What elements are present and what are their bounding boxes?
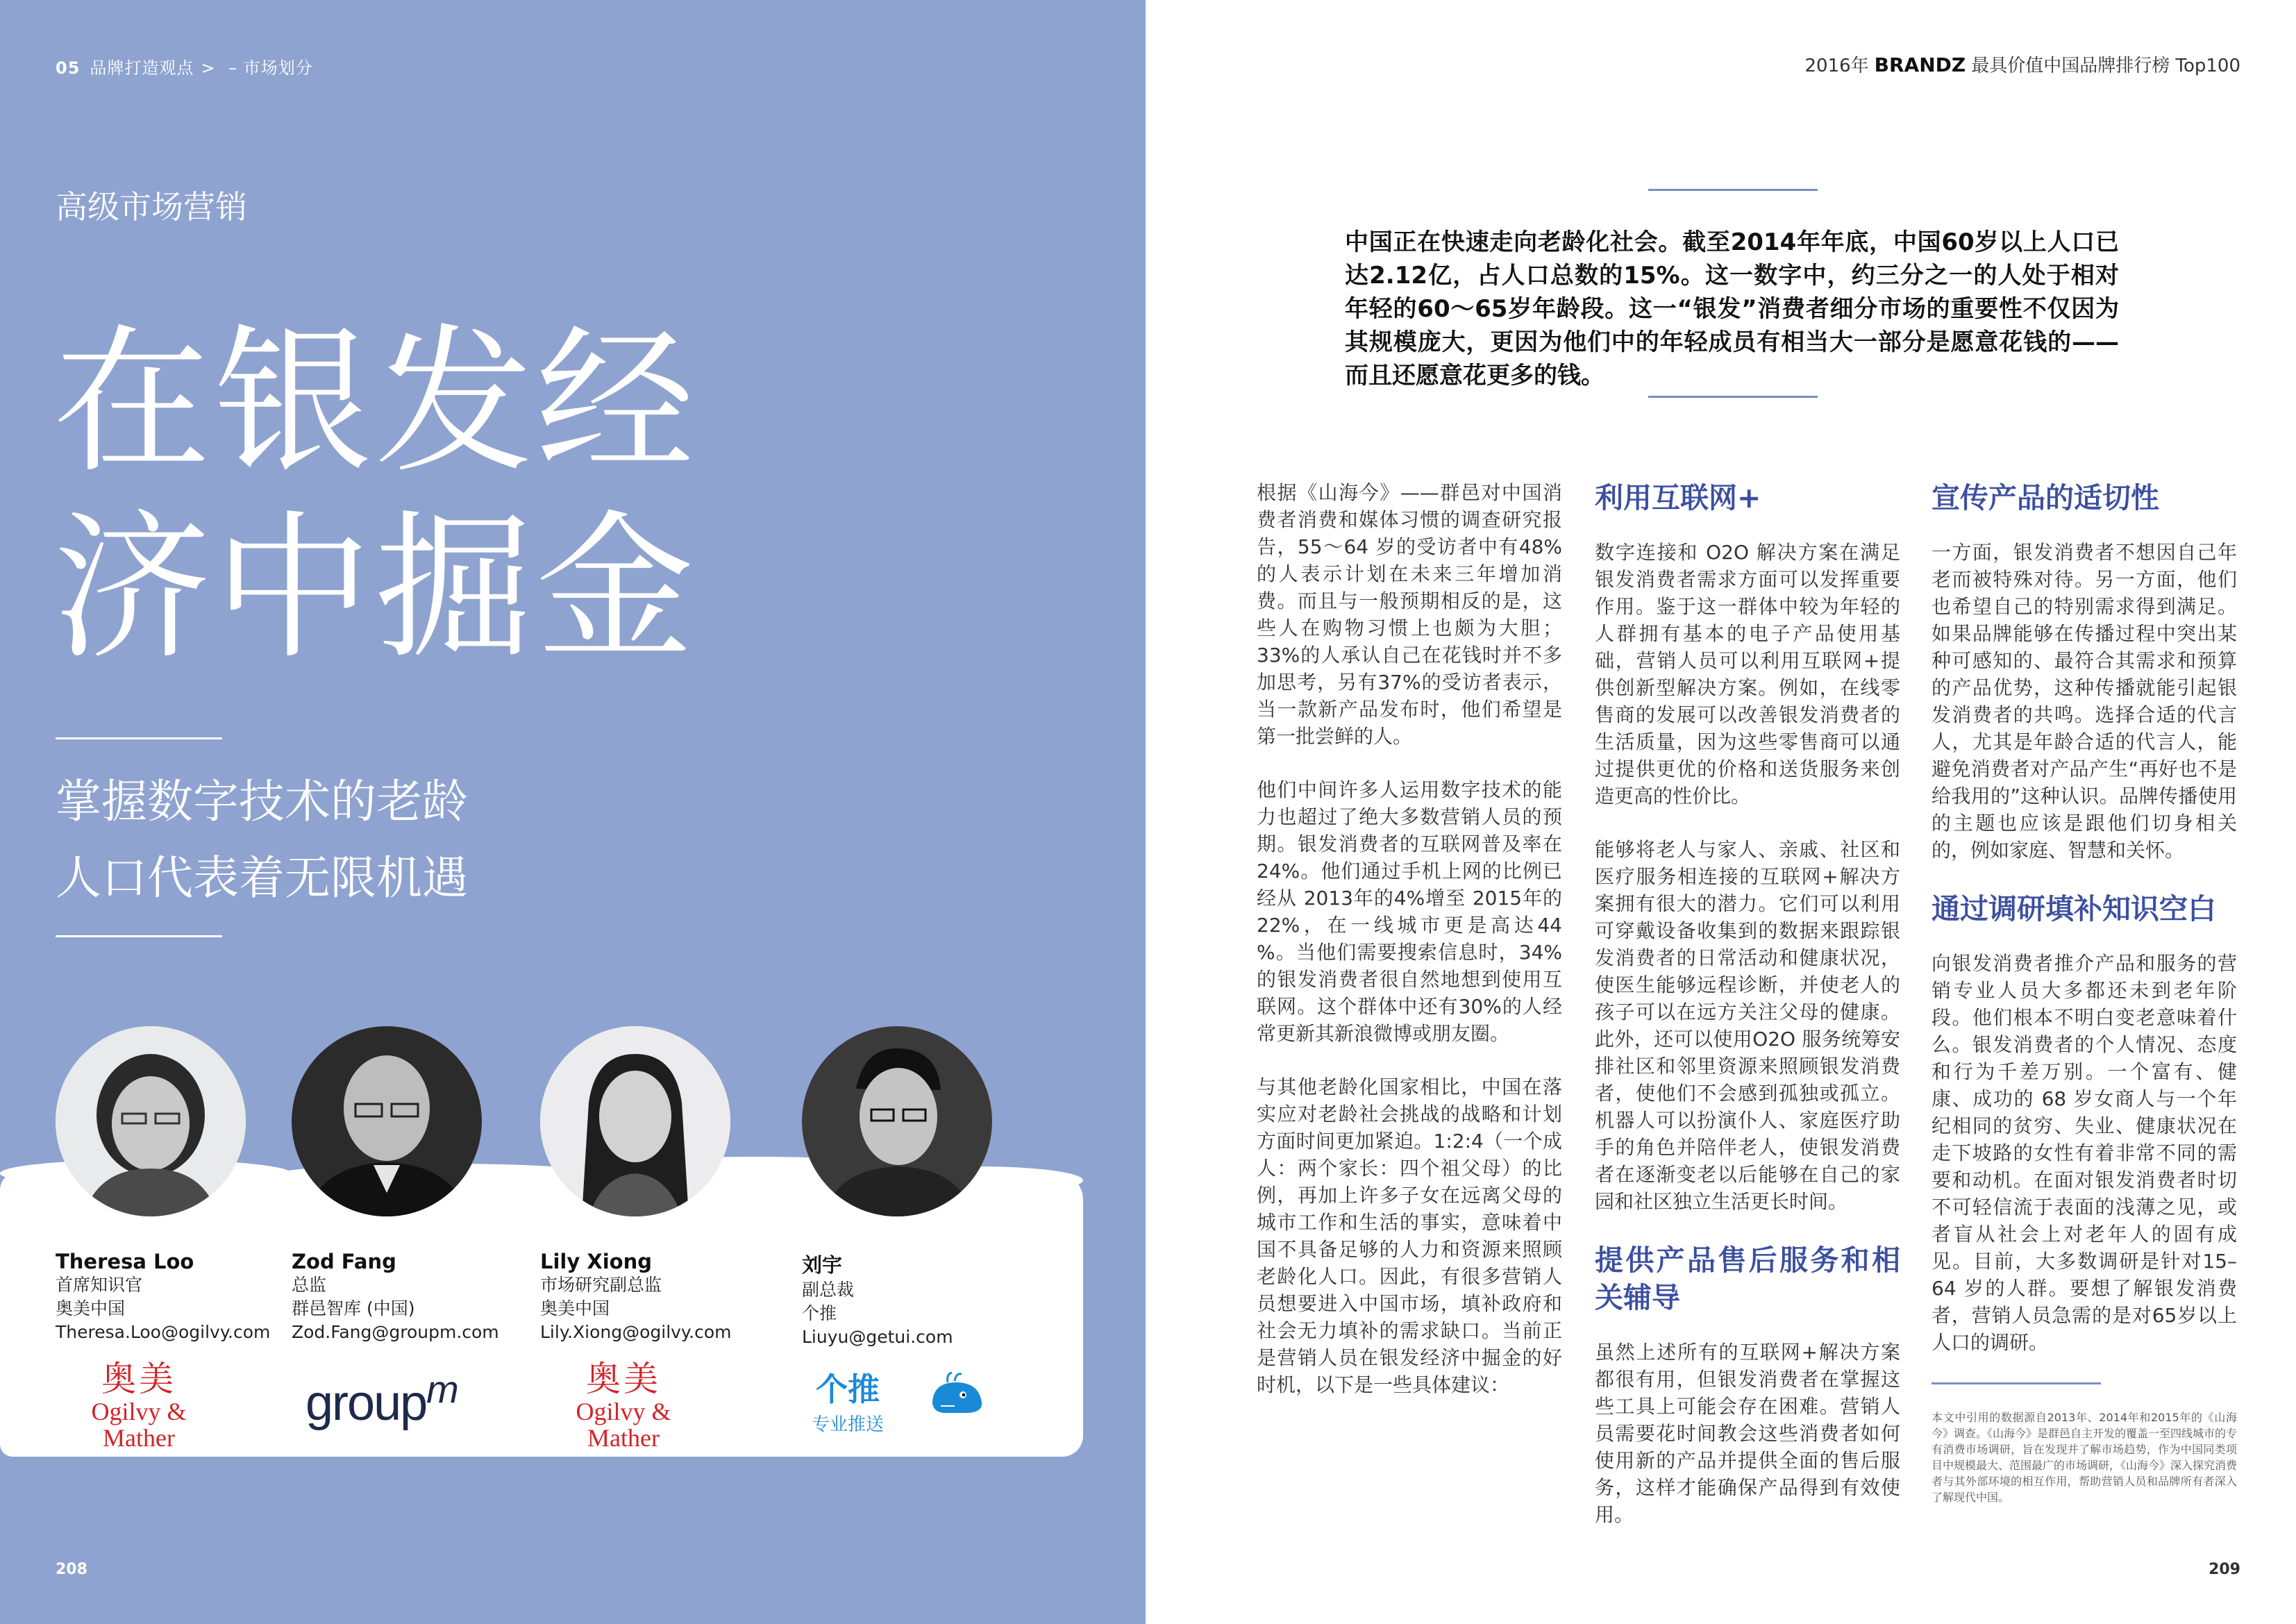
contributor-name: Theresa Loo — [56, 1250, 194, 1273]
subhead-line-2: 人口代表着无限机遇 — [56, 851, 468, 905]
running-head-right — [1804, 51, 2240, 77]
avatar — [540, 1026, 730, 1216]
section-heading: 宣传产品的适切性 — [1932, 481, 2159, 514]
body-paragraph: 一方面，银发消费者不想因自己年老而被特殊对待。另一方面，他们也希望自己的特别需求得到满足。如果品牌能够在传播过程中突出某种可感知的、最符合其需求和预算的产品优势，这种传播就能引起银发消费者的共鸣。选择合适的代言人，尤其是年龄合适的代言人，能避免消费者对产品产生“再好也不是给我用的”这种认识。品牌传播使用的主题也应该是跟他们切身相关的，例如家庭、智慧和关怀。 — [1932, 541, 2237, 862]
lead-rule-bottom — [1648, 396, 1818, 398]
portrait-woman-icon — [540, 1026, 730, 1216]
contributor-card — [292, 1026, 521, 1429]
headline-line-1: 在银发经 — [53, 310, 697, 494]
contributor-title: 首席知识官 — [56, 1275, 143, 1295]
breadcrumb-separator-1: > — [201, 58, 216, 78]
avatar — [56, 1026, 246, 1216]
avatar — [292, 1026, 482, 1216]
getui-logo-sub: 专业推送 — [812, 1414, 885, 1435]
contributor-name: Zod Fang — [292, 1250, 396, 1273]
body-paragraph: 向银发消费者推介产品和服务的营销专业人员大多都还未到老年阶段。他们根本不明白变老意味着什么。银发消费者的个人情况、态度和行为千差万别。一个富有、健康、成功的 68 岁女商人与一个年纪相同的贫穷、失业、健康状况在走下坡路的女性有着非常不同的需要和动机。在面对银发消费者时切不可轻信流于表面的浅薄之见，或者盲从社会上对老年人的固有成见。目前，大多数调研是针对15–64 岁的人群。要想了解银发消费者，营销人员急需的是对65岁以上人口的调研。 — [1932, 952, 2237, 1354]
contributor-name: 刘宇 — [802, 1253, 843, 1277]
topic-name: 市场划分 — [243, 58, 313, 78]
contributor-card — [56, 1026, 285, 1452]
groupm-logo-word: group — [305, 1375, 427, 1431]
left-page — [0, 0, 1146, 1624]
section-name: 品牌打造观点 — [90, 58, 194, 78]
section-number: 05 — [56, 58, 81, 78]
topic-separator: – — [222, 58, 244, 78]
contributors — [0, 0, 1146, 1624]
section-heading: 通过调研填补知识空白 — [1932, 892, 2216, 926]
lead-paragraph: 中国正在快速走向老龄化社会。截至2014年年底，中国60岁以上人口已达2.12亿，占人口总数的15%。这一数字中，约三分之一的人处于相对年轻的60～65岁年龄段。这一“银发”消费者细分市场的重要性不仅因为其规模庞大，更因为他们中的年轻成员有相当大一部分是愿意花钱的——而且还愿意花更多的钱。 — [1345, 228, 2119, 390]
headline-line-2: 济中掘金 — [53, 496, 697, 680]
brandz-wordmark: BRANDZ — [1874, 53, 1966, 76]
ogilvy-logo-cn: 奥美 — [101, 1359, 176, 1399]
running-head-year: 2016年 — [1804, 56, 1869, 76]
subhead-line-1: 掌握数字技术的老龄 — [56, 775, 468, 828]
body-paragraph: 虽然上述所有的互联网+解决方案都很有用，但银发消费者在掌握这些工具上可能会存在困难。营销人员需要花时间教会这些消费者如何使用新的产品并提供全面的售后服务，这样才能确保产品得到有效使用。 — [1595, 1341, 1900, 1526]
lead-rule-top — [1648, 189, 1818, 191]
groupm-logo-m: m — [426, 1367, 458, 1411]
contributor-title: 副总裁 — [802, 1280, 855, 1300]
article-column-2 — [1595, 479, 1900, 1555]
groupm-logo-text — [292, 1359, 521, 1432]
body-paragraph: 与其他老龄化国家相比，中国在落实应对老龄社会挑战的战略和计划方面时间更加紧迫。1:2:4（一个成人：两个家长：四个祖父母）的比例，再加上许多子女在远离父母的城市工作和生活的事实，意味着中国不具备足够的人力和资源来照顾老龄化人口。因此，有很多营销人员想要进入中国市场，填补政府和社会无力填补的需求缺口。当前正是营销人员在银发经济中掘金的好时机，以下是一些具体建议： — [1257, 1075, 1562, 1396]
portrait-man-glasses-icon — [802, 1026, 992, 1216]
body-paragraph: 他们中间许多人运用数字技术的能力也超过了绝大多数营销人员的预期。银发消费者的互联网普及率在24%。他们通过手机上网的比例已经从 2013年的4%增至 2015年的22%，在一线城市更是高达44 %。当他们需要搜索信息时，34%的银发消费者很自然地想到使用互联网。这个群体中还有30%的人经常更新其新浪微博或朋友圈。 — [1257, 778, 1562, 1045]
article-column-3 — [1932, 479, 2237, 1532]
body-paragraph: 根据《山海今》——群邑对中国消费者消费和媒体习惯的调查研究报告，55～64 岁的受访者中有48%的人表示计划在未来三年增加消费。而且与一般预期相反的是，这些人在购物习惯上也颇为大胆；33%的人承认自己在花钱时并不多加思考，另有37%的受访者表示，当一款新产品发布时，他们希望是第一批尝鲜的人。 — [1257, 481, 1562, 748]
contributor-title: 市场研究副总监 — [540, 1275, 662, 1295]
contributor-email[interactable]: Liuyu@getui.com — [802, 1327, 953, 1347]
article-column-1 — [1257, 479, 1562, 1425]
portrait-woman-icon — [56, 1026, 246, 1216]
ogilvy-logo — [540, 1359, 769, 1452]
running-head-title: 最具价值中国品牌排行榜 Top100 — [1971, 56, 2240, 76]
page-number-right: 209 — [2209, 1561, 2240, 1578]
contributor-email[interactable]: Lily.Xiong@ogilvy.com — [540, 1322, 732, 1342]
contributor-email[interactable]: Theresa.Loo@ogilvy.com — [56, 1322, 271, 1342]
contributor-card — [540, 1026, 769, 1452]
getui-logo-main: 个推 — [816, 1371, 880, 1408]
footnote: 本文中引用的数据源自2013年、2014年和2015年的《山海今》调查。《山海今》是群邑自主开发的覆盖一至四线城市的专有消费市场调研，旨在发现并了解市场趋势，作为中国同类项目中规模最大、范围最广的市场调研，《山海今》深入探究消费者与其外部环境的相互作用，帮助营销人员和品牌所有者深入了解现代中国。 — [1932, 1411, 2238, 1504]
avatar — [802, 1026, 992, 1216]
contributor-email[interactable]: Zod.Fang@groupm.com — [292, 1322, 499, 1342]
contributor-title: 总监 — [292, 1275, 327, 1295]
ogilvy-logo-en: Ogilvy & Mather — [576, 1398, 671, 1452]
right-page — [1146, 0, 2296, 1624]
contributor-company: 奥美中国 — [56, 1298, 126, 1319]
kicker: 高级市场营销 — [56, 188, 247, 226]
contributor-company: 奥美中国 — [540, 1298, 610, 1319]
ogilvy-logo-en: Ogilvy & Mather — [91, 1398, 187, 1452]
getui-logo — [802, 1364, 1031, 1434]
page-number-left: 208 — [56, 1561, 87, 1578]
portrait-man-glasses-icon — [292, 1026, 482, 1216]
body-paragraph: 数字连接和 O2O 解决方案在满足银发消费者需求方面可以发挥重要作用。鉴于这一群体中较为年轻的人群拥有基本的电子产品使用基础，营销人员可以利用互联网+提供创新型解决方案。例如，在线零售商的发展可以改善银发消费者的生活质量，因为这些零售商可以通过提供更优的价格和送货服务来创造更高的性价比。 — [1595, 541, 1900, 807]
contributor-company: 群邑智库 (中国) — [292, 1298, 415, 1319]
contributor-name: Lily Xiong — [540, 1250, 652, 1273]
contributor-card — [802, 1026, 1031, 1434]
ogilvy-logo-cn: 奥美 — [586, 1359, 661, 1399]
footnote-rule — [1932, 1382, 2101, 1384]
groupm-logo — [292, 1359, 521, 1429]
whale-icon — [927, 1371, 989, 1420]
section-heading: 利用互联网+ — [1595, 481, 1761, 514]
section-heading: 提供产品售后服务和相关辅导 — [1595, 1244, 1900, 1314]
ogilvy-logo — [56, 1359, 285, 1452]
body-paragraph: 能够将老人与家人、亲戚、社区和医疗服务相连接的互联网+解决方案拥有很大的潜力。它们可以利用可穿戴设备收集到的数据来跟踪银发消费者的日常活动和健康状况，使医生能够远程诊断，并使老人的孩子可以在远方关注父母的健康。此外，还可以使用O2O 服务统筹安排社区和邻里资源来照顾银发消费者，使他们不会感到孤独或孤立。机器人可以扮演仆人、家庭医疗助手的角色并陪伴老人，使银发消费者在逐渐变老以后能够在自己的家园和社区独立生活更长时间。 — [1595, 838, 1900, 1213]
contributor-company: 个推 — [802, 1303, 837, 1323]
